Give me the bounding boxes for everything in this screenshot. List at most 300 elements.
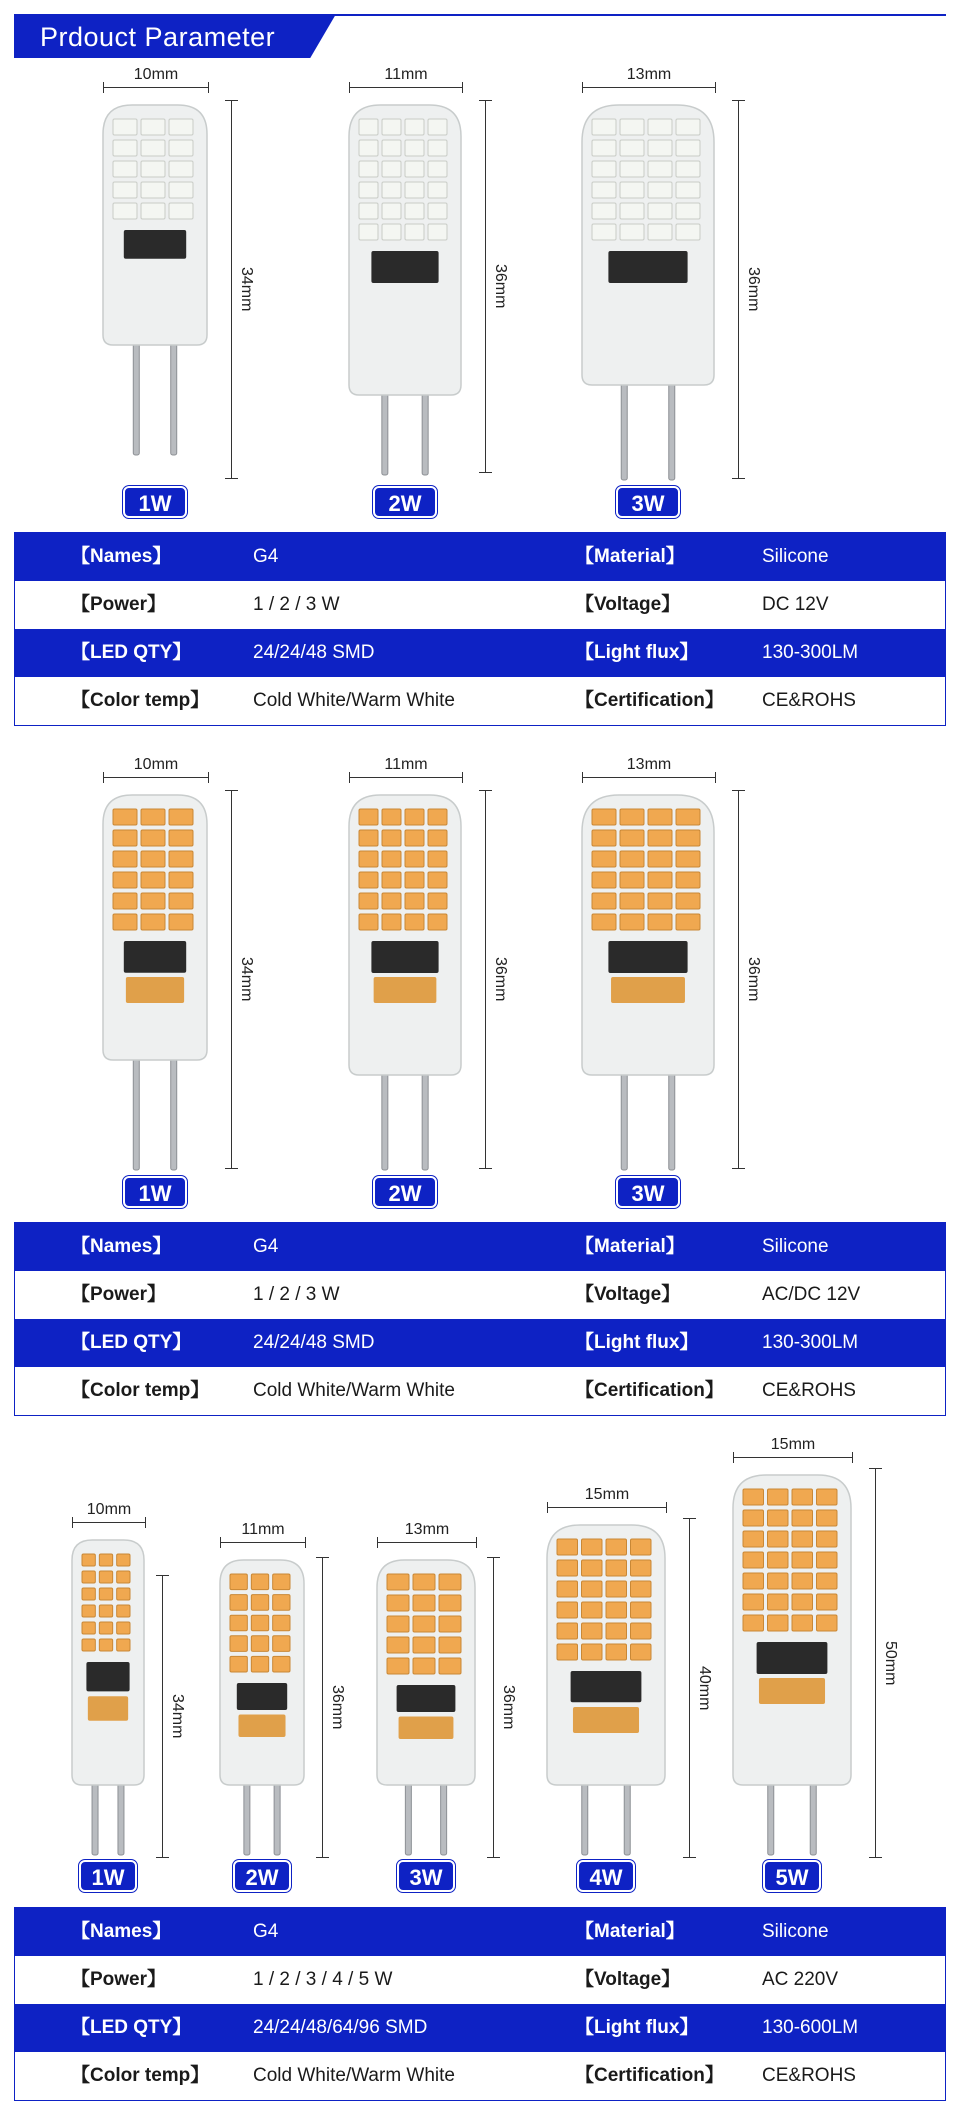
spec-value: 24/24/48 SMD	[253, 1332, 375, 1353]
led-chip	[768, 1615, 789, 1631]
led-chip	[582, 1644, 603, 1660]
led-chip	[428, 203, 447, 219]
led-chip	[557, 1644, 578, 1660]
height-dimension-line	[689, 1518, 690, 1857]
g4-bulb-image	[93, 105, 217, 465]
led-chip	[382, 182, 401, 198]
led-chip	[557, 1602, 578, 1618]
g4-bulb-image	[572, 795, 724, 1180]
led-chip	[631, 1581, 652, 1597]
led-chip	[405, 161, 424, 177]
led-chip	[676, 893, 700, 909]
led-chip	[631, 1560, 652, 1576]
width-label: 15mm	[584, 1486, 630, 1503]
dimension-tick	[487, 1557, 500, 1558]
height-dimension-line	[485, 100, 486, 472]
driver-chip	[608, 251, 687, 283]
spec-value: G4	[253, 1921, 279, 1942]
spec-row	[15, 2052, 945, 2100]
led-chip	[743, 1552, 764, 1568]
spec-value: CE&ROHS	[762, 1380, 856, 1401]
height-dimension-line	[322, 1557, 323, 1857]
led-chip	[251, 1656, 268, 1672]
led-chip	[359, 893, 378, 909]
led-chip	[676, 872, 700, 888]
wattage-badge: 1W	[79, 1860, 137, 1892]
wattage-badge: 5W	[763, 1860, 821, 1892]
led-chip	[676, 119, 700, 135]
spec-label: 【Material】	[575, 546, 685, 567]
led-chip	[768, 1489, 789, 1505]
led-chip	[141, 872, 165, 888]
led-chip	[99, 1639, 112, 1651]
led-chip	[428, 224, 447, 240]
led-chip	[382, 851, 401, 867]
spec-label: 【Power】	[71, 1284, 167, 1305]
led-chip	[113, 851, 137, 867]
led-chip	[405, 809, 424, 825]
led-chip	[743, 1510, 764, 1526]
led-chip	[141, 809, 165, 825]
spec-label: 【Light flux】	[575, 1332, 699, 1353]
spec-row	[15, 677, 945, 725]
led-chip	[99, 1571, 112, 1583]
led-chip	[141, 182, 165, 198]
led-chip	[817, 1615, 838, 1631]
led-chip	[582, 1602, 603, 1618]
spec-table	[14, 1222, 946, 1416]
led-chip	[405, 224, 424, 240]
dimension-tick	[156, 1857, 169, 1858]
pin	[621, 1069, 627, 1170]
width-dimension-line	[103, 777, 209, 778]
led-chip	[792, 1594, 813, 1610]
led-chip	[620, 893, 644, 909]
led-chip	[428, 809, 447, 825]
width-dimension-line	[349, 87, 463, 88]
led-chip	[82, 1605, 95, 1617]
spec-value: CE&ROHS	[762, 2065, 856, 2086]
led-chip	[620, 119, 644, 135]
capacitor	[573, 1707, 639, 1733]
led-chip	[82, 1554, 95, 1566]
driver-chip	[757, 1642, 828, 1674]
width-dimension-line	[349, 777, 463, 778]
led-chip	[676, 182, 700, 198]
dimension-tick	[479, 472, 492, 473]
led-chip	[743, 1615, 764, 1631]
led-chip	[792, 1531, 813, 1547]
led-chip	[382, 809, 401, 825]
led-chip	[817, 1552, 838, 1568]
g4-bulb-image	[339, 795, 471, 1180]
height-dimension-line	[485, 790, 486, 1168]
led-chip	[113, 914, 137, 930]
spec-value: AC/DC 12V	[762, 1284, 861, 1305]
led-chip	[99, 1605, 112, 1617]
led-chip	[113, 182, 137, 198]
led-chip	[251, 1574, 268, 1590]
height-label: 34mm	[169, 1694, 186, 1739]
capacitor	[399, 1717, 454, 1740]
led-chip	[405, 893, 424, 909]
led-chip	[413, 1595, 435, 1611]
led-chip	[676, 203, 700, 219]
led-chip	[113, 809, 137, 825]
pin	[810, 1779, 816, 1855]
led-chip	[792, 1552, 813, 1568]
spec-label: 【Names】	[71, 1921, 172, 1942]
led-chip	[792, 1573, 813, 1589]
spec-table	[14, 532, 946, 726]
led-chip	[817, 1531, 838, 1547]
led-chip	[592, 893, 616, 909]
width-label: 13mm	[626, 66, 672, 83]
led-chip	[113, 203, 137, 219]
led-chip	[405, 830, 424, 846]
driver-chip	[397, 1685, 456, 1712]
height-dimension-line	[875, 1468, 876, 1857]
spec-label: 【Voltage】	[575, 594, 681, 615]
led-chip	[631, 1644, 652, 1660]
g4-bulb-image	[537, 1525, 675, 1865]
led-chip	[606, 1623, 627, 1639]
led-chip	[359, 224, 378, 240]
dimension-tick	[316, 1857, 329, 1858]
wattage-badge: 3W	[616, 486, 680, 518]
led-chip	[439, 1637, 461, 1653]
capacitor	[759, 1678, 825, 1704]
height-label: 34mm	[238, 267, 255, 312]
led-chip	[82, 1571, 95, 1583]
led-chip	[359, 119, 378, 135]
dimension-tick	[225, 1168, 238, 1169]
led-chip	[169, 161, 193, 177]
led-chip	[676, 161, 700, 177]
led-chip	[428, 851, 447, 867]
led-chip	[169, 872, 193, 888]
spec-row	[15, 1956, 945, 2004]
led-chip	[582, 1560, 603, 1576]
led-chip	[648, 914, 672, 930]
led-chip	[382, 140, 401, 156]
led-chip	[169, 203, 193, 219]
led-chip	[382, 119, 401, 135]
spec-value: CE&ROHS	[762, 690, 856, 711]
led-chip	[382, 872, 401, 888]
led-chip	[359, 203, 378, 219]
led-chip	[592, 809, 616, 825]
led-chip	[169, 182, 193, 198]
led-chip	[169, 914, 193, 930]
dimension-tick	[869, 1857, 882, 1858]
pin	[382, 389, 388, 475]
spec-label: 【Voltage】	[575, 1284, 681, 1305]
pin	[582, 1779, 588, 1855]
led-chip	[557, 1560, 578, 1576]
pin	[244, 1779, 250, 1855]
led-chip	[648, 872, 672, 888]
led-chip	[359, 161, 378, 177]
spec-label: 【Color temp】	[71, 690, 210, 711]
led-chip	[382, 161, 401, 177]
led-chip	[405, 914, 424, 930]
width-label: 10mm	[86, 1501, 132, 1518]
driver-chip	[124, 230, 186, 259]
led-chip	[359, 830, 378, 846]
led-chip	[817, 1510, 838, 1526]
spec-label: 【Power】	[71, 1969, 167, 1990]
width-dimension-line	[220, 1542, 306, 1543]
width-label: 11mm	[384, 756, 428, 773]
spec-value: DC 12V	[762, 594, 829, 615]
led-chip	[141, 119, 165, 135]
led-chip	[743, 1573, 764, 1589]
led-chip	[439, 1574, 461, 1590]
dimension-tick	[316, 1557, 329, 1558]
led-chip	[817, 1573, 838, 1589]
led-chip	[557, 1581, 578, 1597]
spec-value: 24/24/48/64/96 SMD	[253, 2017, 428, 2038]
led-chip	[382, 203, 401, 219]
wattage-badge: 4W	[577, 1860, 635, 1892]
led-chip	[113, 140, 137, 156]
wattage-badge: 3W	[397, 1860, 455, 1892]
driver-chip	[124, 941, 186, 973]
dimension-tick	[869, 1468, 882, 1469]
led-chip	[620, 224, 644, 240]
height-label: 36mm	[745, 957, 762, 1002]
width-dimension-line	[582, 777, 716, 778]
led-chip	[405, 119, 424, 135]
led-chip	[230, 1595, 247, 1611]
width-label: 11mm	[384, 66, 428, 83]
led-chip	[792, 1489, 813, 1505]
led-chip	[582, 1623, 603, 1639]
dimension-tick	[156, 1575, 169, 1576]
led-chip	[592, 872, 616, 888]
led-chip	[387, 1595, 409, 1611]
led-chip	[768, 1594, 789, 1610]
height-label: 36mm	[500, 1685, 517, 1730]
led-chip	[141, 914, 165, 930]
spec-value: Cold White/Warm White	[253, 2065, 455, 2086]
driver-chip	[371, 941, 438, 973]
pin	[382, 1069, 388, 1170]
led-chip	[648, 809, 672, 825]
led-chip	[648, 182, 672, 198]
led-chip	[428, 830, 447, 846]
pin	[441, 1779, 447, 1855]
led-chip	[387, 1637, 409, 1653]
capacitor	[126, 977, 184, 1003]
led-chip	[382, 224, 401, 240]
led-chip	[792, 1615, 813, 1631]
width-label: 15mm	[770, 1436, 816, 1453]
led-chip	[113, 893, 137, 909]
led-chip	[648, 224, 672, 240]
dimension-tick	[732, 1168, 745, 1169]
led-chip	[359, 140, 378, 156]
led-chip	[817, 1594, 838, 1610]
led-chip	[141, 893, 165, 909]
led-chip	[743, 1489, 764, 1505]
spec-label: 【Names】	[71, 1236, 172, 1257]
width-label: 10mm	[133, 66, 179, 83]
dimension-tick	[479, 100, 492, 101]
wattage-badge: 1W	[123, 486, 187, 518]
led-chip	[582, 1539, 603, 1555]
dimension-tick	[732, 100, 745, 101]
pin	[768, 1779, 774, 1855]
led-chip	[648, 161, 672, 177]
led-chip	[428, 119, 447, 135]
led-chip	[141, 851, 165, 867]
height-dimension-line	[738, 790, 739, 1168]
spec-row	[15, 629, 945, 677]
spec-value: 1 / 2 / 3 W	[253, 1284, 340, 1305]
led-chip	[387, 1616, 409, 1632]
dimension-tick	[732, 478, 745, 479]
g4-bulb-image	[367, 1560, 485, 1865]
capacitor	[238, 1715, 285, 1738]
pin	[133, 1054, 139, 1170]
spec-value: 130-300LM	[762, 1332, 859, 1353]
spec-row	[15, 1319, 945, 1367]
led-chip	[620, 809, 644, 825]
led-chip	[620, 182, 644, 198]
led-chip	[413, 1616, 435, 1632]
spec-row	[15, 533, 945, 581]
led-chip	[405, 851, 424, 867]
led-chip	[648, 893, 672, 909]
led-chip	[592, 182, 616, 198]
height-label: 36mm	[492, 957, 509, 1002]
led-chip	[230, 1615, 247, 1631]
led-chip	[141, 830, 165, 846]
spec-label: 【Certification】	[575, 1380, 724, 1401]
led-chip	[141, 161, 165, 177]
led-chip	[117, 1605, 130, 1617]
led-chip	[273, 1636, 290, 1652]
height-dimension-line	[231, 100, 232, 478]
pin	[171, 339, 177, 455]
width-label: 13mm	[404, 1521, 450, 1538]
led-chip	[439, 1595, 461, 1611]
led-chip	[592, 203, 616, 219]
capacitor	[88, 1696, 128, 1721]
led-chip	[428, 893, 447, 909]
led-chip	[792, 1510, 813, 1526]
led-chip	[428, 872, 447, 888]
led-chip	[251, 1615, 268, 1631]
led-chip	[169, 830, 193, 846]
width-dimension-line	[547, 1507, 667, 1508]
spec-label: 【Color temp】	[71, 1380, 210, 1401]
led-chip	[592, 851, 616, 867]
spec-value: 1 / 2 / 3 W	[253, 594, 340, 615]
pin	[624, 1779, 630, 1855]
pin	[274, 1779, 280, 1855]
led-chip	[620, 140, 644, 156]
height-label: 34mm	[238, 957, 255, 1002]
pin	[669, 1069, 675, 1170]
led-chip	[405, 203, 424, 219]
led-chip	[113, 119, 137, 135]
led-chip	[592, 224, 616, 240]
pin	[669, 379, 675, 480]
driver-chip	[571, 1671, 642, 1702]
led-chip	[113, 830, 137, 846]
spec-label: 【LED QTY】	[71, 642, 192, 663]
spec-table	[14, 1907, 946, 2101]
capacitor	[611, 977, 685, 1003]
led-chip	[413, 1637, 435, 1653]
led-chip	[743, 1594, 764, 1610]
led-chip	[428, 182, 447, 198]
wattage-badge: 2W	[373, 1176, 437, 1208]
led-chip	[169, 851, 193, 867]
spec-row	[15, 1271, 945, 1319]
led-chip	[413, 1574, 435, 1590]
driver-chip	[237, 1683, 287, 1710]
led-chip	[359, 182, 378, 198]
led-chip	[382, 914, 401, 930]
led-chip	[230, 1574, 247, 1590]
dimension-tick	[225, 790, 238, 791]
led-chip	[273, 1595, 290, 1611]
dimension-tick	[732, 790, 745, 791]
spec-value: Silicone	[762, 1921, 829, 1942]
height-label: 36mm	[492, 264, 509, 309]
led-chip	[592, 161, 616, 177]
led-chip	[359, 914, 378, 930]
led-chip	[606, 1539, 627, 1555]
spec-value: Cold White/Warm White	[253, 690, 455, 711]
led-chip	[82, 1588, 95, 1600]
g4-bulb-image	[93, 795, 217, 1180]
led-chip	[405, 140, 424, 156]
width-dimension-line	[72, 1522, 146, 1523]
led-chip	[413, 1658, 435, 1674]
width-dimension-line	[582, 87, 716, 88]
height-label: 36mm	[329, 1685, 346, 1730]
pin	[118, 1779, 124, 1855]
width-dimension-line	[103, 87, 209, 88]
led-chip	[117, 1554, 130, 1566]
led-chip	[251, 1636, 268, 1652]
led-chip	[387, 1574, 409, 1590]
led-chip	[251, 1595, 268, 1611]
pin	[92, 1779, 98, 1855]
led-chip	[631, 1602, 652, 1618]
led-chip	[428, 914, 447, 930]
height-dimension-line	[493, 1557, 494, 1857]
led-chip	[620, 914, 644, 930]
driver-chip	[608, 941, 687, 973]
led-chip	[648, 851, 672, 867]
driver-chip	[371, 251, 438, 283]
spec-label: 【Light flux】	[575, 642, 699, 663]
led-chip	[606, 1602, 627, 1618]
spec-row	[15, 581, 945, 629]
g4-bulb-image	[572, 105, 724, 490]
led-chip	[620, 203, 644, 219]
wattage-badge: 2W	[233, 1860, 291, 1892]
spec-label: 【LED QTY】	[71, 1332, 192, 1353]
led-chip	[648, 203, 672, 219]
spec-label: 【Material】	[575, 1236, 685, 1257]
